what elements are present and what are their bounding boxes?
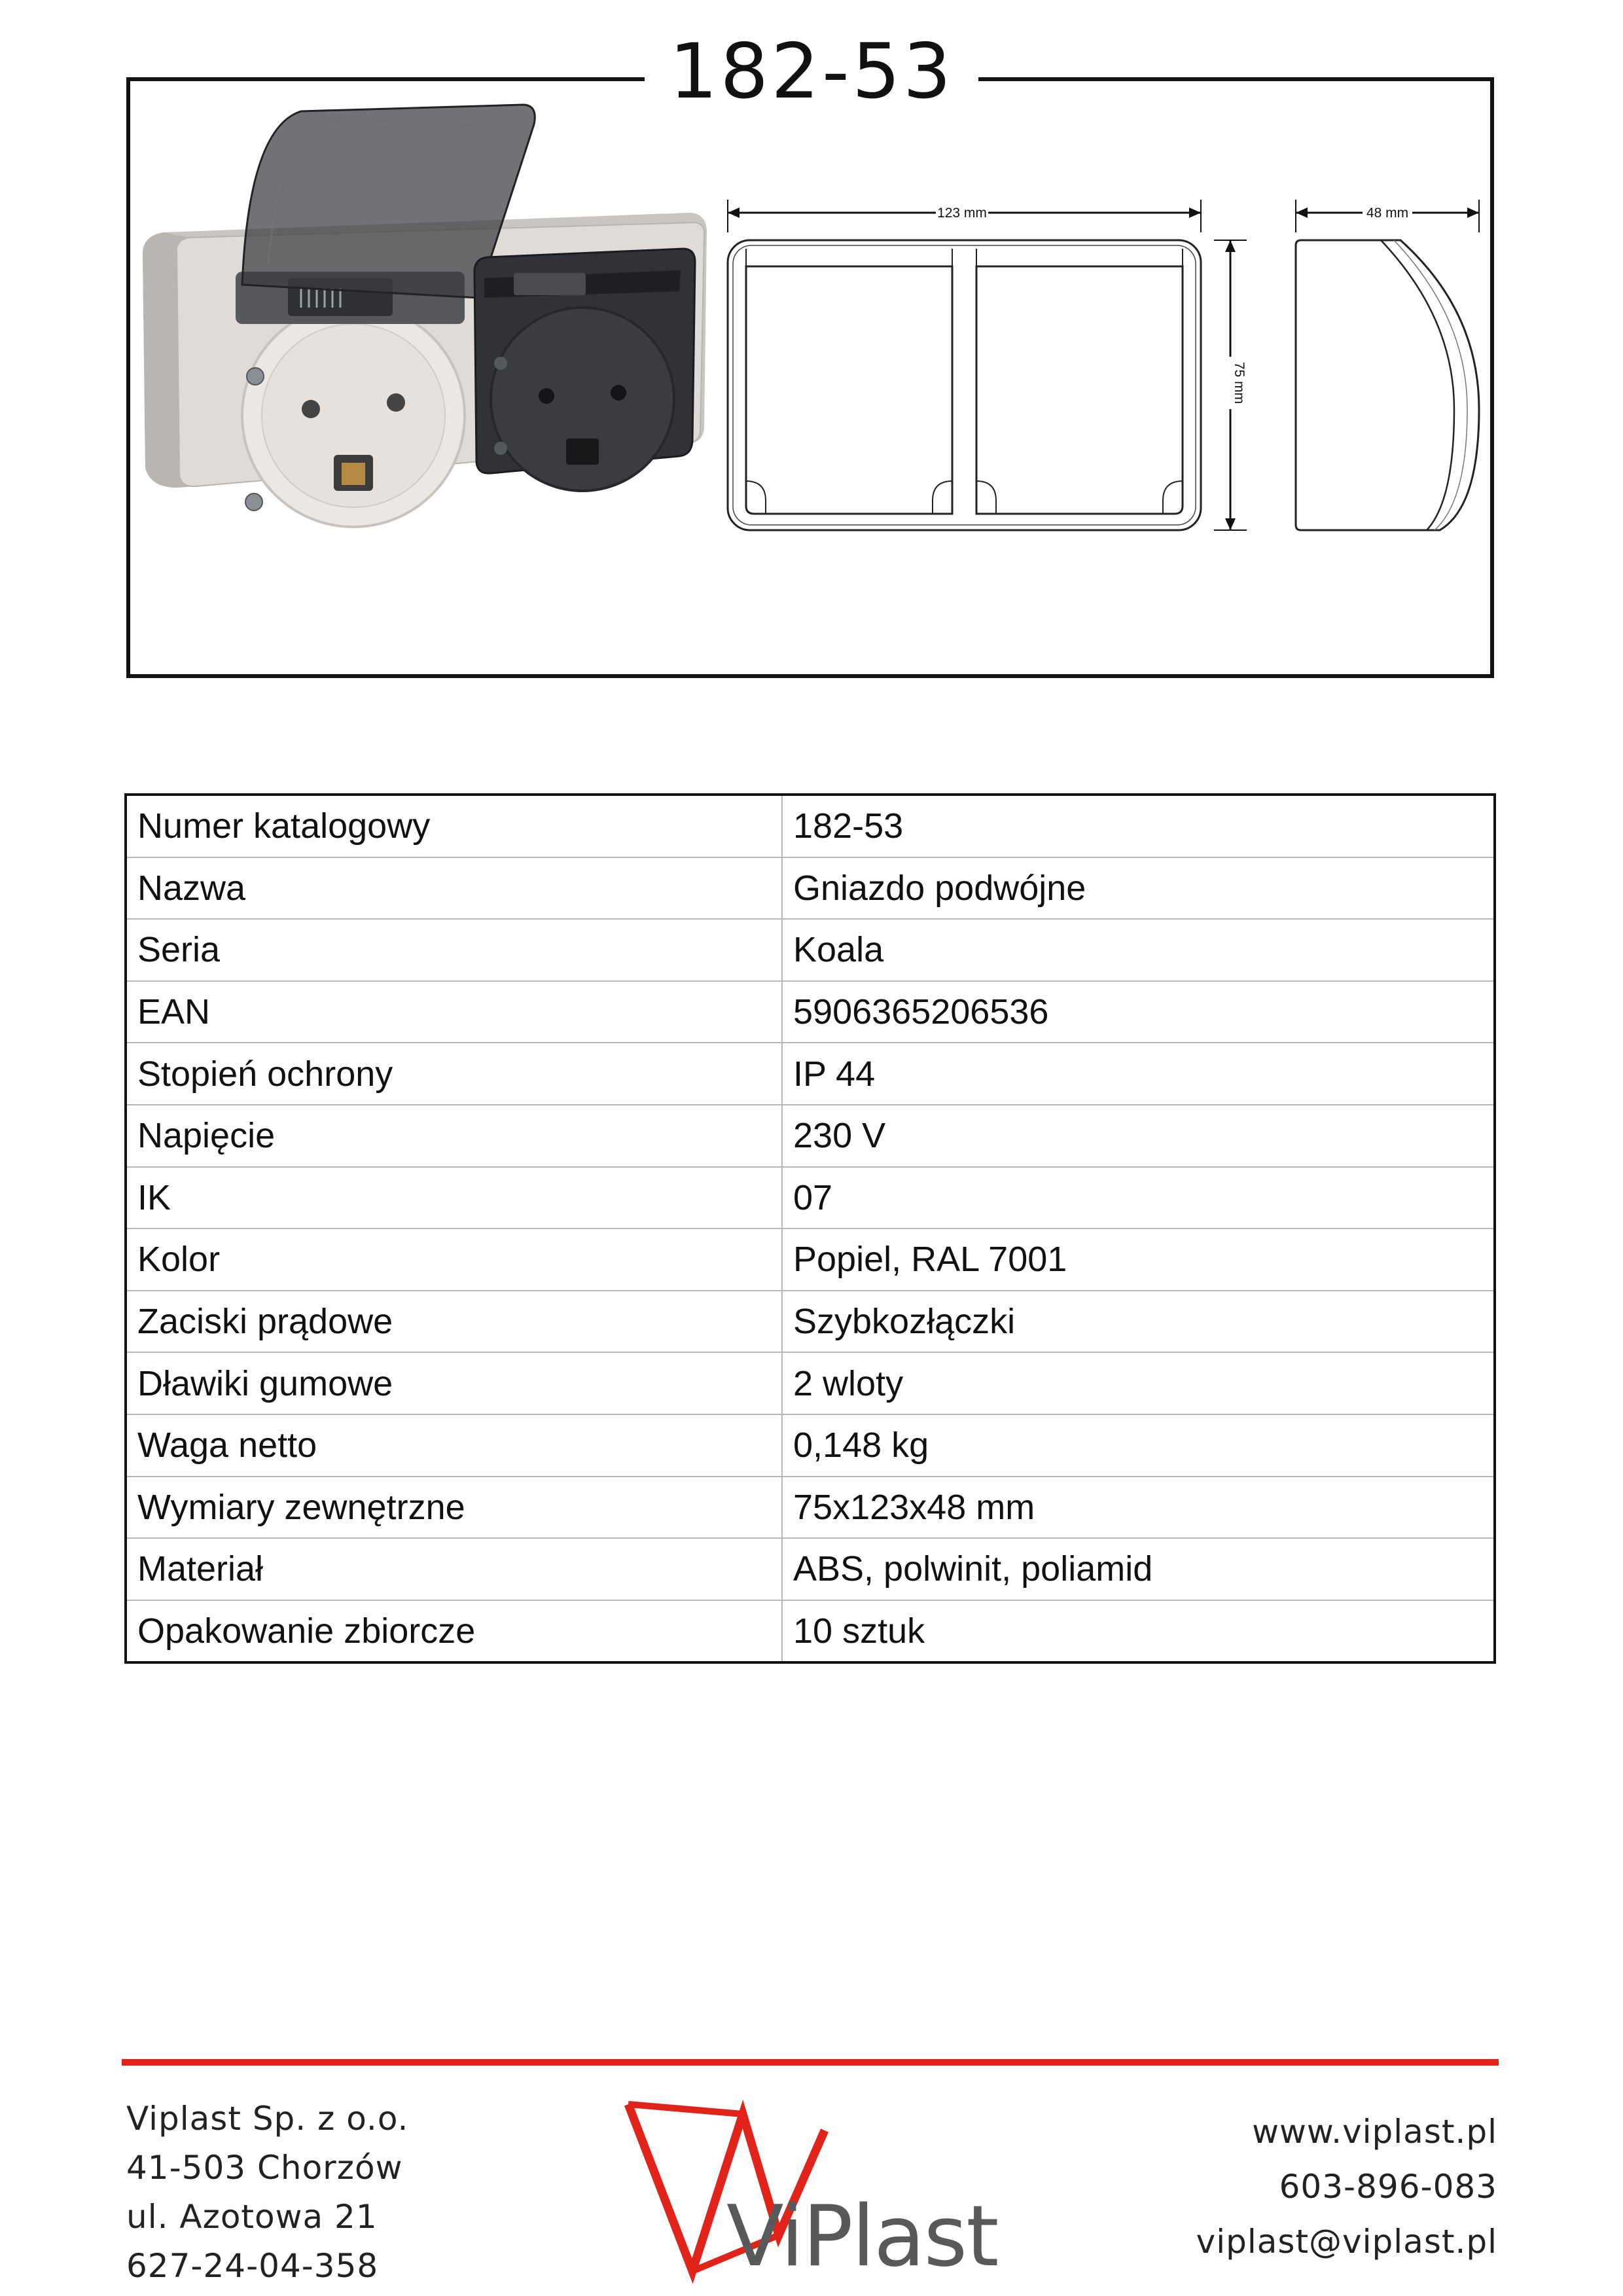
spec-row: [126, 795, 1495, 857]
spec-row: [126, 1538, 1495, 1600]
spec-label: Napięcie: [126, 1105, 782, 1167]
company-contact: [1196, 2104, 1497, 2269]
product-code-title: 182-53: [645, 26, 979, 118]
spec-value: 07: [782, 1167, 1495, 1229]
height-dimension-label: 75 mm: [1232, 361, 1247, 404]
spec-label: Wymiary zewnętrzne: [126, 1477, 782, 1539]
spec-row: [126, 857, 1495, 920]
spec-row: [126, 1105, 1495, 1167]
spec-value: Popiel, RAL 7001: [782, 1229, 1495, 1291]
spec-label: Zaciski prądowe: [126, 1291, 782, 1353]
company-address: [126, 2094, 408, 2291]
footer-accent-line: [122, 2059, 1499, 2066]
product-photo: [137, 101, 713, 599]
spec-value: 182-53: [782, 795, 1495, 857]
spec-label: Materiał: [126, 1538, 782, 1600]
spec-row: [126, 1414, 1495, 1477]
spec-row: [126, 1229, 1495, 1291]
spec-label: Numer katalogowy: [126, 795, 782, 857]
spec-value: 75x123x48 mm: [782, 1477, 1495, 1539]
spec-value: 10 sztuk: [793, 1611, 925, 1651]
spec-row: [126, 1600, 1495, 1663]
spec-row: [126, 1167, 1495, 1229]
width-dimension-label: 123 mm: [937, 206, 987, 221]
email-link[interactable]: viplast@viplast.pl: [1196, 2223, 1497, 2261]
spec-label: Stopień ochrony: [126, 1043, 782, 1105]
spec-row: [126, 1477, 1495, 1539]
spec-label: Kolor: [126, 1229, 782, 1291]
specification-table: [124, 793, 1496, 1664]
spec-value: 0,148 kg: [782, 1414, 1495, 1477]
spec-value: ABS, polwinit, poliamid: [782, 1538, 1495, 1600]
spec-value: IP 44: [782, 1043, 1495, 1105]
depth-dimension-label: 48 mm: [1366, 206, 1409, 221]
company-tax-id: 627-24-04-358: [126, 2247, 379, 2285]
spec-row: [126, 919, 1495, 981]
spec-value: 5906365206536: [782, 981, 1495, 1043]
spec-value: Szybkozłączki: [782, 1291, 1495, 1353]
spec-row: [126, 1043, 1495, 1105]
spec-label: EAN: [126, 981, 782, 1043]
spec-row: [126, 981, 1495, 1043]
spec-label: Opakowanie zbiorcze: [126, 1600, 782, 1663]
spec-value: Koala: [782, 919, 1495, 981]
company-city: 41-503 Chorzów: [126, 2149, 403, 2187]
spec-value: Gniazdo podwójne: [782, 857, 1495, 920]
spec-label: Waga netto: [126, 1414, 782, 1477]
spec-label: IK: [126, 1167, 782, 1229]
spec-value: 2 wloty: [782, 1352, 1495, 1414]
spec-label: Dławiki gumowe: [126, 1352, 782, 1414]
side-dimension-drawing: [1283, 193, 1492, 547]
company-street: ul. Azotowa 21: [126, 2198, 378, 2236]
spec-row: [126, 1291, 1495, 1353]
spec-label: Nazwa: [126, 857, 782, 920]
spec-row: [126, 1352, 1495, 1414]
phone-link[interactable]: 603-896-083: [1279, 2168, 1497, 2206]
website-link[interactable]: www.viplast.pl: [1252, 2113, 1497, 2151]
front-dimension-drawing: [720, 193, 1257, 547]
spec-label: Seria: [126, 919, 782, 981]
company-name: Viplast Sp. z o.o.: [126, 2100, 409, 2138]
logo-wordmark: ViPlast: [726, 2188, 998, 2286]
spec-value: 230 V: [782, 1105, 1495, 1167]
